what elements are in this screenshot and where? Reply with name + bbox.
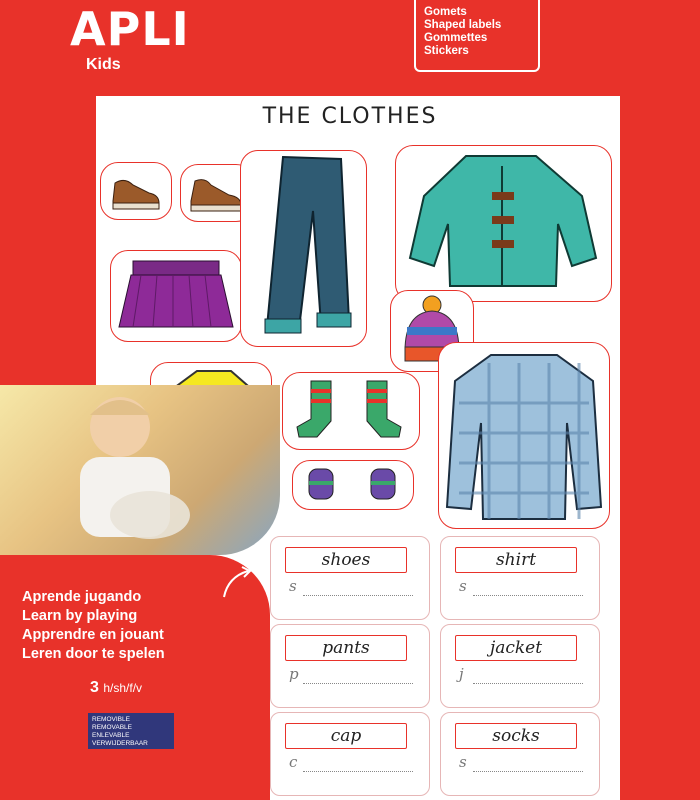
label-pants [270, 624, 430, 708]
label-word: socks [492, 726, 540, 746]
brand-sub: Kids [86, 56, 121, 73]
label-box [455, 635, 577, 661]
writing-line [473, 595, 583, 596]
lang-1: Gomets [424, 6, 467, 18]
removable-badge [88, 713, 174, 749]
arrow-icon [218, 563, 258, 603]
writing-line [303, 595, 413, 596]
shoe-sticker-left [100, 162, 172, 220]
lang-3: Gommettes [424, 32, 488, 44]
label-box [455, 547, 577, 573]
label-box [285, 547, 407, 573]
writing-line [303, 771, 413, 772]
sheet-title: THE CLOTHES [262, 104, 438, 129]
label-letter: j [459, 665, 464, 683]
label-socks [440, 712, 600, 796]
label-letter: c [289, 753, 298, 771]
promo-line-1: Aprende jugando [22, 589, 142, 605]
shirt-sticker [438, 342, 610, 529]
label-word: shirt [495, 550, 537, 570]
sticker-count-label: h/sh/f/v [103, 681, 143, 695]
sticker-count [90, 679, 142, 697]
label-word: shoes [321, 550, 371, 570]
label-word: cap [330, 726, 362, 746]
promo-line-4: Leren door te spelen [22, 646, 165, 662]
removable-3: ENLEVABLE [92, 732, 130, 739]
label-shirt [440, 536, 600, 620]
label-box [285, 635, 407, 661]
writing-line [473, 771, 583, 772]
jacket-sticker [395, 145, 612, 302]
language-tag [414, 0, 540, 72]
label-box [285, 723, 407, 749]
writing-line [473, 683, 583, 684]
socks-sticker [282, 372, 420, 450]
removable-4: VERWIJDERBAAR [92, 740, 148, 747]
removable-2: REMOVABLE [92, 724, 132, 731]
lang-4: Stickers [424, 45, 469, 57]
gloves-sticker [292, 460, 414, 510]
promo-line-2: Learn by playing [22, 608, 138, 624]
label-letter: s [459, 753, 467, 771]
label-letter: s [289, 577, 297, 595]
brand-logo: APLI [70, 2, 190, 56]
label-letter: s [459, 577, 467, 595]
label-word: jacket [489, 638, 543, 658]
sticker-count-number: 3 [90, 679, 99, 696]
right-frame [620, 100, 700, 800]
promo-panel [0, 555, 270, 800]
promo-line-3: Apprendre en jouant [22, 627, 164, 643]
child-photo [0, 385, 280, 555]
lang-2: Shaped labels [424, 19, 502, 31]
label-box [455, 723, 577, 749]
label-letter: p [289, 665, 299, 683]
label-cap [270, 712, 430, 796]
label-word: pants [322, 638, 370, 658]
pants-sticker [240, 150, 367, 347]
writing-line [303, 683, 413, 684]
skirt-sticker [110, 250, 242, 342]
label-shoes [270, 536, 430, 620]
label-jacket [440, 624, 600, 708]
removable-1: REMOVIBLE [92, 716, 130, 723]
